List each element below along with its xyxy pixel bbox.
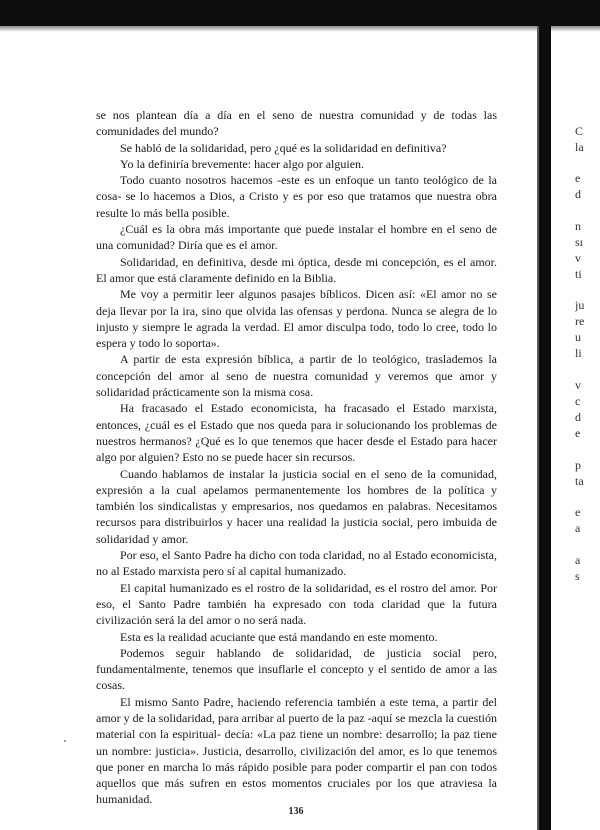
- scan-speck: [64, 740, 66, 742]
- paragraph: Todo cuanto nosotros hacemos -este es un enfoque un tanto teológico de la cosa- se lo hacemos a Dios, a Cristo y es por eso que tratamos que nuestra obra resulte lo más bella posible.: [96, 173, 497, 220]
- paragraph: Ha fracasado el Estado economicista, ha fracasado el Estado marxista, entonces, ¿cuál es el Estado que nos queda para ir solucionando los problemas de nuestros hermanos? ¿Qué es lo que tenemos que hacer desde el Estado para hacer algo por alguien? Esto no se puede hacer sin recursos.: [96, 401, 497, 465]
- facing-page-fragment: v: [575, 251, 581, 265]
- scan-top-edge: [0, 0, 600, 26]
- facing-page-fragment: la: [575, 140, 584, 154]
- facing-page-fragment: a: [575, 521, 581, 535]
- facing-page-fragment: e: [575, 426, 581, 440]
- paragraph: Me voy a permitir leer algunos pasajes bíblicos. Dicen así: «El amor no se deja llevar por la ira, sino que olvida las ofensas y perdona. Nunca se alegra de lo injusto y siempre le agrada la verdad. El amor disculpa todo, todo lo cree, todo lo espera y todo lo soporta».: [96, 287, 497, 351]
- facing-page-fragment: ju: [575, 298, 585, 312]
- paragraph: ¿Cuál es la obra más importante que puede instalar el hombre en el seno de una comunidad? Diría que es el amor.: [96, 222, 497, 253]
- facing-page-fragment: d: [575, 410, 581, 424]
- paragraph: Por eso, el Santo Padre ha dicho con toda claridad, no al Estado economicista, no al Estado marxista pero sí al capital humanizado.: [96, 548, 497, 579]
- paragraph: Yo la definiría brevemente: hacer algo por alguien.: [120, 156, 365, 171]
- paragraph: El mismo Santo Padre, haciendo referencia también a este tema, a partir del amor y de la solidaridad, para arribar al puerto de la paz -aquí se mezcla la cuestión material con la espiritual- decía: «La paz tiene un nombre: desarrollo; la paz tiene un nombre: justicia». Justicia, desarrollo, civilización del amor, es lo que tenemos que poner en marcha lo más rápido posible para poder compartir el pan con todos aquellos que más sufren en estos momentos cruciales por los que atraviesa la humanidad.: [96, 694, 497, 807]
- paragraph: Podemos seguir hablando de solidaridad, de justicia social pero, fundamentalmente, tenemos que insuflarle el concepto y el sentido de amor a las cosas.: [96, 645, 497, 693]
- facing-page-fragment: sı: [575, 235, 584, 249]
- paragraph: A partir de esta expresión bíblica, a partir de lo teológico, traslademos la concepción del amor al seno de nuestra comunidad y veremos que amor y solidaridad prácticamente son la misma cosa.: [96, 352, 497, 400]
- paragraph: El capital humanizado es el rostro de la solidaridad, es el rostro del amor. Por eso, el Santo Padre también ha expresado con toda claridad que la futura civilización será la del amor o no será nada.: [96, 580, 497, 628]
- facing-page-fragment: c: [575, 394, 581, 408]
- paragraph: Solidaridad, en definitiva, desde mi óptica, desde mi concepción, es el amor. El amor que está claramente definido en la Biblia.: [96, 254, 497, 285]
- page-number: 136: [288, 806, 304, 817]
- facing-page-fragment: ti: [575, 267, 582, 281]
- facing-page-fragment: a: [575, 553, 581, 567]
- facing-page-fragment: C: [575, 124, 584, 138]
- scan-top-shadow: [0, 26, 600, 32]
- paragraph: se nos plantean día a día en el seno de nuestra comunidad y de todas las comunidades del mundo?: [96, 108, 497, 139]
- facing-page-fragment: li: [575, 346, 582, 360]
- paragraph: Cuando hablamos de instalar la justicia social en el seno de la comunidad, expresión a la cual apelamos permanentemente los hombres de la política y también los sindicalistas y empresarios, nos quedamos en palabras. Necesitamos recursos para distribuirlos y hacer una realidad la justicia social, pero imbuida de solidaridad y amor.: [96, 466, 497, 546]
- page-body: [96, 107, 497, 808]
- facing-page-fragment: p: [575, 458, 581, 472]
- facing-page-fragment: v: [575, 378, 581, 392]
- facing-page-fragment: u: [575, 330, 581, 344]
- facing-page-fragment: e: [575, 171, 581, 185]
- facing-page-fragment: ta: [575, 474, 584, 488]
- facing-page-fragment: e: [575, 505, 581, 519]
- paragraph: Se habló de la solidaridad, pero ¿qué es la solidaridad en definitiva?: [120, 140, 447, 155]
- facing-page-fragment: n: [575, 219, 581, 233]
- paragraph: Esta es la realidad acuciante que está mandando en este momento.: [120, 629, 438, 644]
- facing-page-fragment: s: [575, 569, 580, 583]
- book-gutter: [539, 26, 551, 830]
- facing-page-fragment: d: [575, 187, 581, 201]
- facing-page-fragment: re: [575, 314, 585, 328]
